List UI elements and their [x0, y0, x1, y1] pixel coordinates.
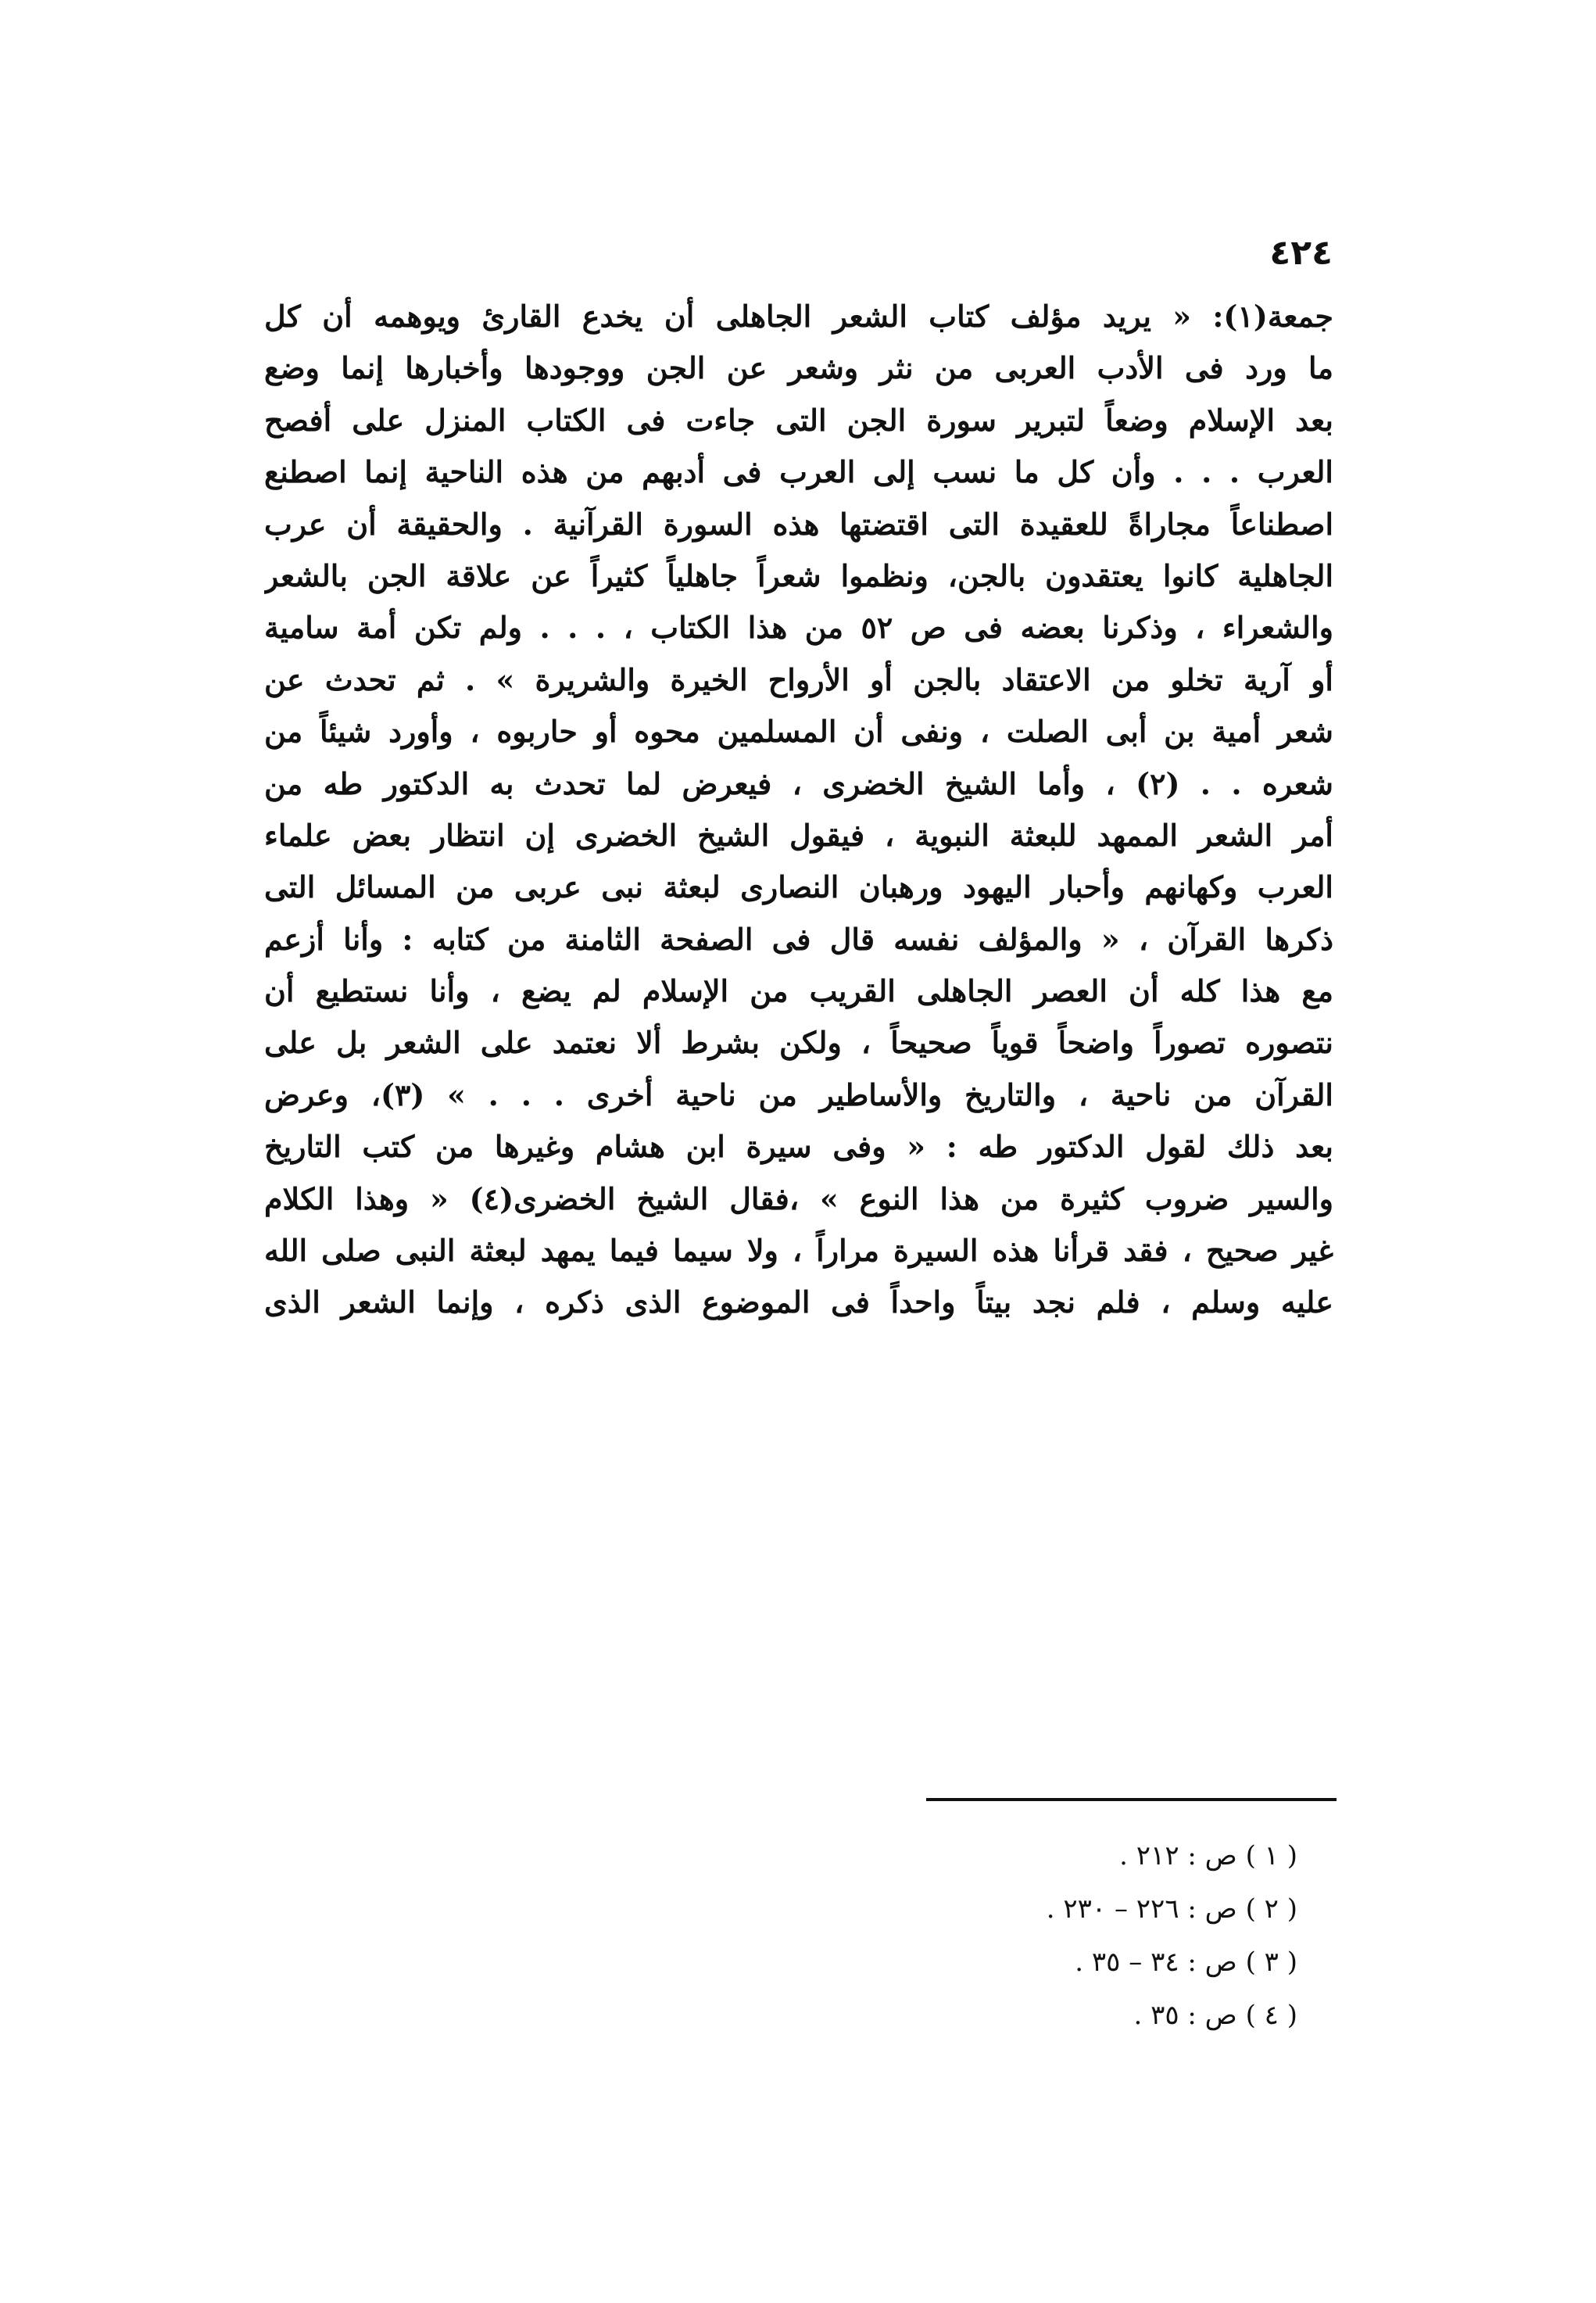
text-line: شعر أمية بن أبى الصلت ، ونفى أن المسلمين محوه أو حاربوه ، وأورد شيئاً من — [264, 714, 1333, 750]
text-line: غير صحيح ، فقد قرأنا هذه السيرة مراراً ، ولا سيما فيما يمهد لبعثة النبى صلى الله — [264, 1233, 1333, 1269]
text-line: عليه وسلم ، فلم نجد بيتاً واحداً فى الموضوع الذى ذكره ، وإنما الشعر الذى — [264, 1284, 1333, 1320]
text-line: مع هذا كله أن العصر الجاهلى القريب من الإسلام لم يضع ، وأنا نستطيع أن — [264, 973, 1333, 1009]
text-line: ما ورد فى الأدب العربى من نثر وشعر عن الجن ووجودها وأخبارها إنما وضع — [264, 350, 1333, 386]
page-number: ٤٢٤ — [1269, 233, 1333, 273]
text-line: أمر الشعر الممهد للبعثة النبوية ، فيقول الشيخ الخضرى إن انتظار بعض علماء — [264, 817, 1333, 853]
text-line: ذكرها القرآن ، « والمؤلف نفسه قال فى الصفحة الثامنة من كتابه : وأنا أزعم — [264, 921, 1333, 957]
text-line: اصطناعاً مجاراةً للعقيدة التى اقتضتها هذه السورة القرآنية . والحقيقة أن عرب — [264, 506, 1333, 542]
text-line: العرب وكهانهم وأحبار اليهود ورهبان النصارى لبعثة نبى عربى من المسائل التى — [264, 869, 1333, 905]
text-line: بعد الإسلام وضعاً لتبرير سورة الجن التى جاءت فى الكتاب المنزل على أفصح — [264, 402, 1333, 438]
text-line: نتصوره تصوراً واضحاً قوياً صحيحاً ، ولكن بشرط ألا نعتمد على الشعر بل على — [264, 1025, 1333, 1061]
text-line: جمعة(١): « يريد مؤلف كتاب الشعر الجاهلى أن يخدع القارئ ويوهمه أن كل — [264, 299, 1333, 334]
footnote-divider — [926, 1798, 1337, 1801]
body-text — [264, 291, 1333, 1329]
text-line: بعد ذلك لقول الدكتور طه : « وفى سيرة ابن هشام وغيرها من كتب التاريخ — [264, 1129, 1333, 1165]
text-line: القرآن من ناحية ، والتاريخ والأساطير من ناحية أخرى . . . » (٣)، وعرض — [264, 1076, 1333, 1112]
text-line: أو آرية تخلو من الاعتقاد بالجن أو الأرواح الخيرة والشريرة » . ثم تحدث عن — [264, 661, 1333, 697]
text-line: شعره . . (٢) ، وأما الشيخ الخضرى ، فيعرض لما تحدث به الدكتور طه من — [264, 765, 1333, 801]
text-line: والسير ضروب كثيرة من هذا النوع » ،فقال الشيخ الخضرى(٤) « وهذا الكلام — [264, 1180, 1333, 1216]
footnote: ( ١ ) ص : ٢١٢ . — [1119, 1840, 1297, 1871]
text-line: الجاهلية كانوا يعتقدون بالجن، ونظموا شعراً جاهلياً كثيراً عن علاقة الجن بالشعر — [264, 557, 1333, 593]
text-line: والشعراء ، وذكرنا بعضه فى ص ٥٢ من هذا الكتاب ، . . . ولم تكن أمة سامية — [264, 610, 1333, 646]
footnote: ( ٣ ) ص : ٣٤ – ٣٥ . — [1075, 1947, 1297, 1978]
footnote: ( ٢ ) ص : ٢٢٦ – ٢٣٠ . — [1046, 1893, 1297, 1925]
text-line: العرب . . . وأن كل ما نسب إلى العرب فى أدبهم من هذه الناحية إنما اصطنع — [264, 454, 1333, 490]
footnote: ( ٤ ) ص : ٣٥ . — [1133, 2000, 1297, 2031]
footnotes — [828, 1829, 1297, 2042]
